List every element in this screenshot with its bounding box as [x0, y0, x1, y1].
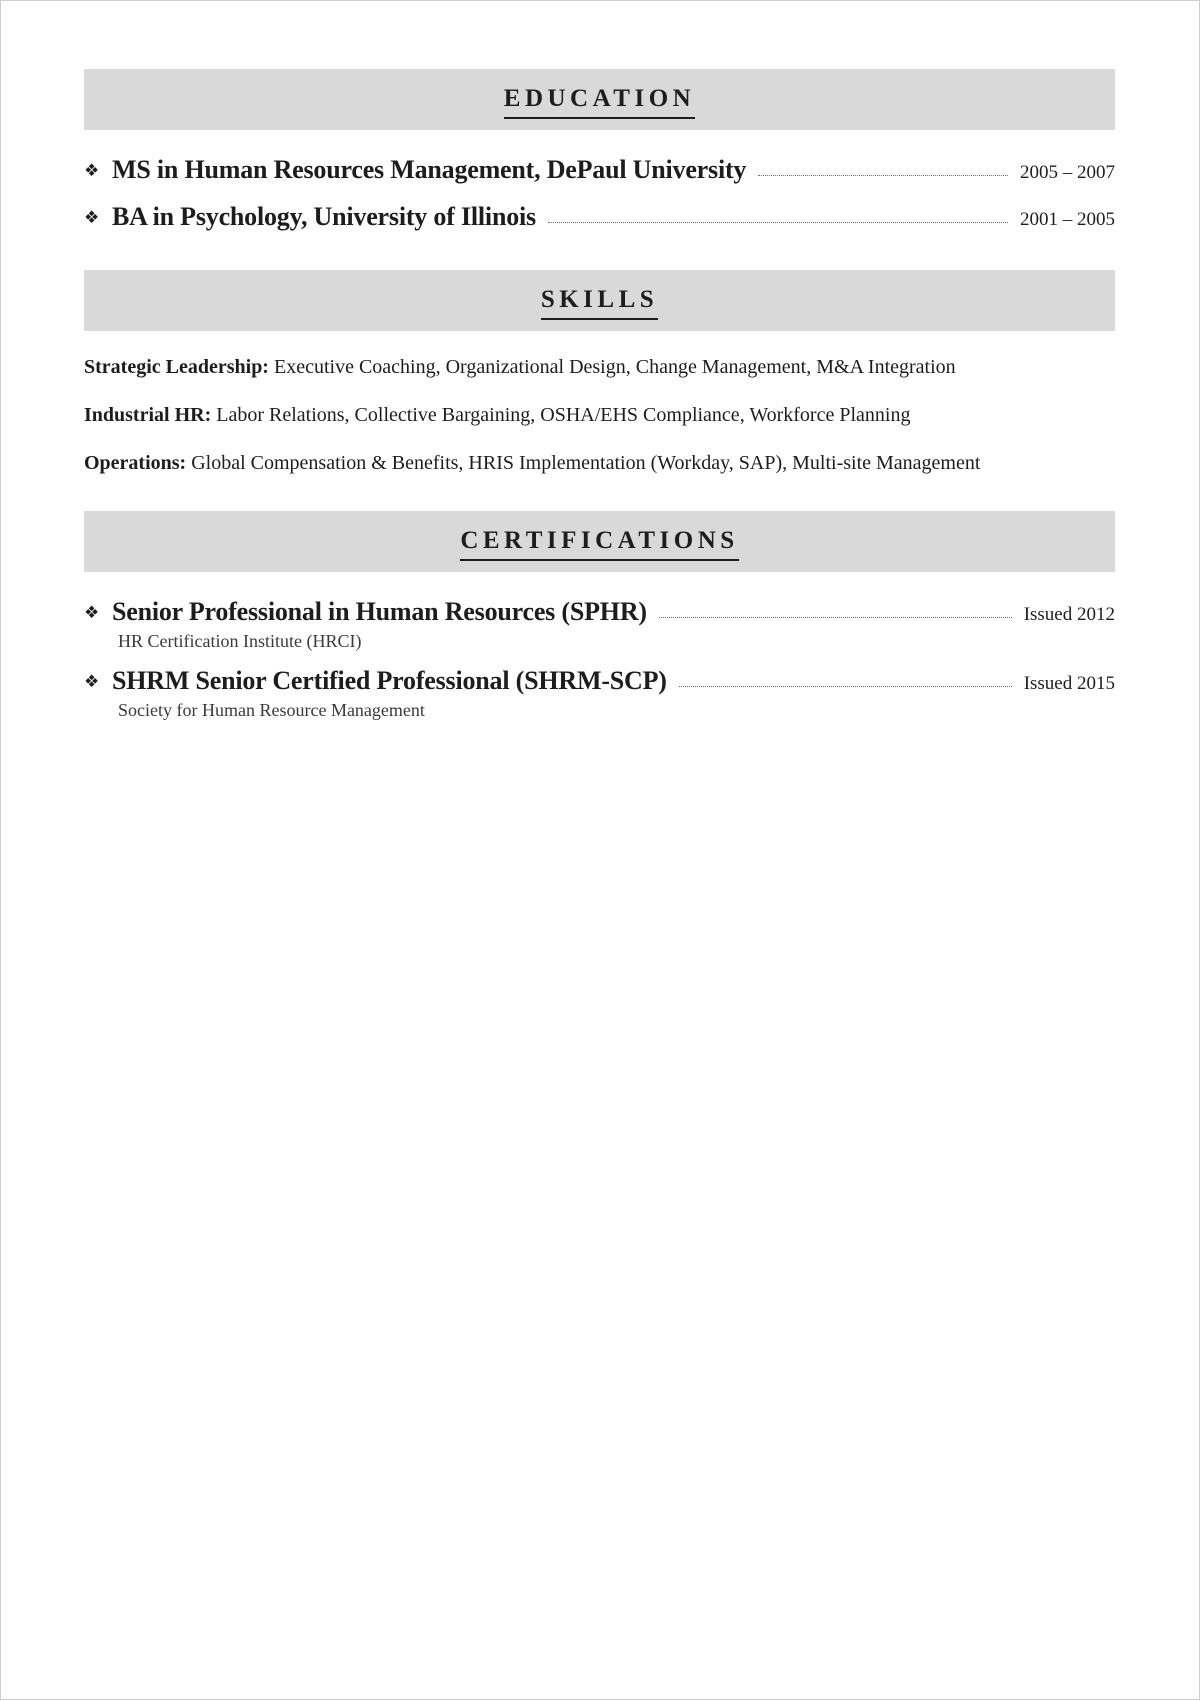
degree-dates: 2005 – 2007 [1020, 162, 1115, 183]
certification-item [84, 666, 1115, 721]
degree-dates: 2001 – 2005 [1020, 209, 1115, 230]
skill-text: Labor Relations, Collective Bargaining, OSHA/EHS Compliance, Workforce Planning [211, 404, 911, 426]
skill-line [84, 353, 1115, 381]
certification-date: Issued 2012 [1023, 604, 1115, 625]
certification-item [84, 597, 1115, 652]
dotted-leader [659, 616, 1012, 618]
education-section-header [84, 69, 1115, 130]
diamond-bullet-icon: ❖ [84, 603, 100, 622]
skills-section-header [84, 270, 1115, 331]
skill-text: Global Compensation & Benefits, HRIS Implementation (Workday, SAP), Multi-site Management [186, 452, 981, 474]
skill-category: Strategic Leadership: [84, 356, 269, 378]
diamond-bullet-icon: ❖ [84, 208, 100, 227]
skill-line [84, 449, 1115, 477]
certification-row [84, 666, 1115, 696]
dotted-leader [758, 174, 1008, 176]
certifications-section-header [84, 511, 1115, 572]
dotted-leader [548, 221, 1008, 223]
certification-issuer: Society for Human Resource Management [118, 700, 425, 720]
certification-title: SHRM Senior Certified Professional (SHRM-SCP) [112, 666, 667, 695]
skill-category: Industrial HR: [84, 404, 212, 426]
certifications-list [84, 597, 1115, 721]
diamond-bullet-icon: ❖ [84, 672, 100, 691]
education-heading: EDUCATION [504, 84, 695, 119]
resume-content [84, 69, 1115, 721]
skill-category: Operations: [84, 452, 187, 474]
certification-title: Senior Professional in Human Resources (SPHR) [112, 597, 647, 626]
degree-title: BA in Psychology, University of Illinois [112, 202, 536, 231]
skills-list [84, 353, 1115, 477]
certifications-heading: CERTIFICATIONS [460, 526, 738, 561]
education-item [84, 202, 1115, 232]
skill-text: Executive Coaching, Organizational Design, Change Management, M&A Integration [268, 356, 956, 378]
certification-date: Issued 2015 [1023, 673, 1115, 694]
skill-line [84, 401, 1115, 429]
certification-row [84, 597, 1115, 627]
dotted-leader [679, 685, 1012, 687]
education-list [84, 155, 1115, 232]
degree-title: MS in Human Resources Management, DePaul University [112, 155, 747, 184]
skills-heading: SKILLS [541, 285, 658, 320]
diamond-bullet-icon: ❖ [84, 161, 100, 180]
education-item [84, 155, 1115, 185]
certification-issuer: HR Certification Institute (HRCI) [118, 631, 362, 651]
